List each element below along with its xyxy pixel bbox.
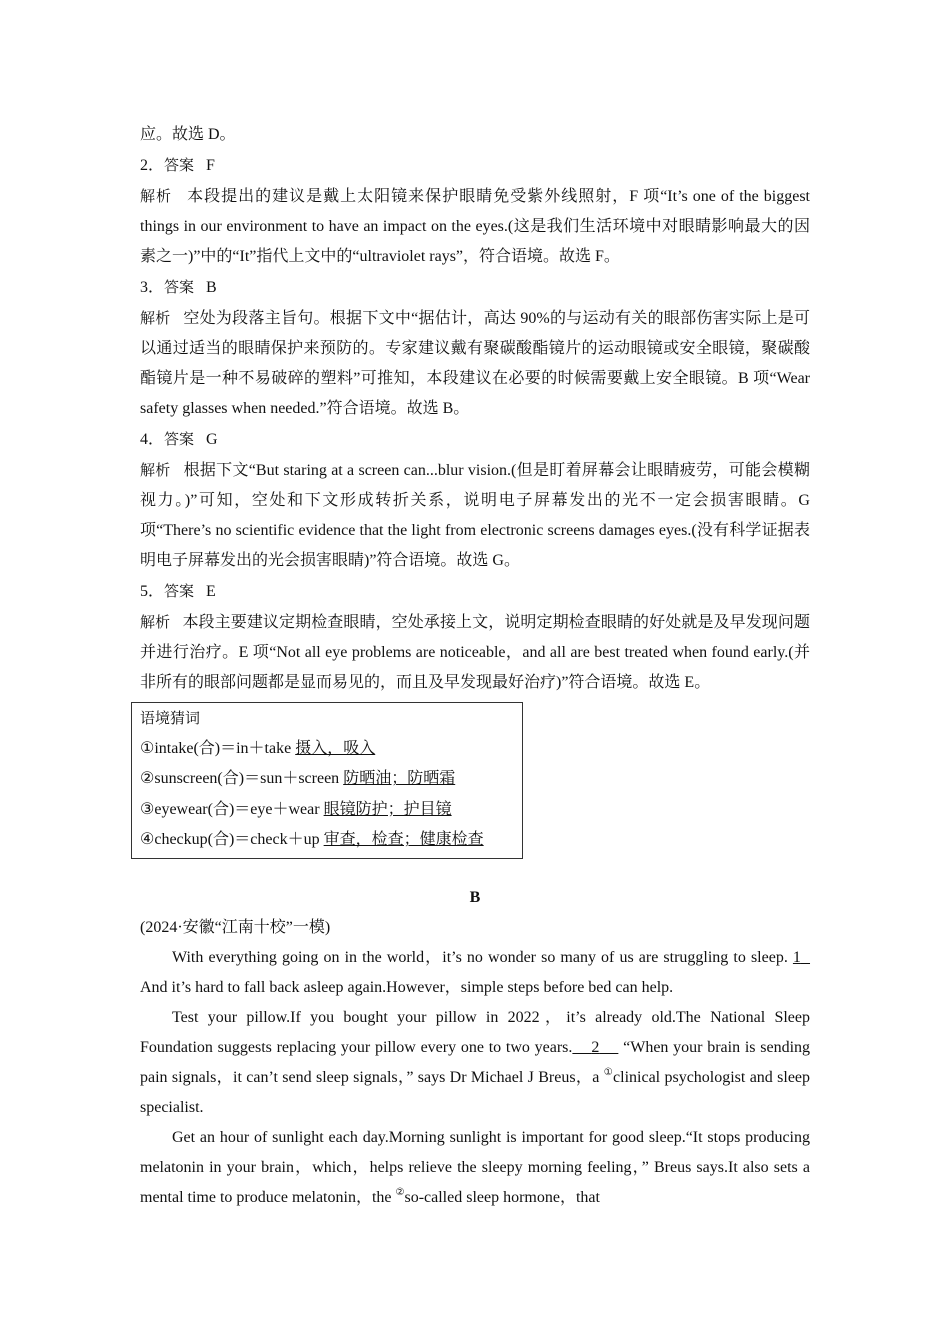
blank-2: 2 (591, 1038, 600, 1056)
vocab-row: ①intake(合)＝in＋take 摄入，吸入 (140, 739, 376, 757)
passage-paragraph-2: Test your pillow.If you bought your pillow in 2022，it’s already old.The National Sleep Foundation suggests replacing your pillow every one to two years. 2 “When your brain is sending pain signals，it can’t send sleep signals，” says Dr Michael J Breus，a ①clinical psychologist and sleep specialist. (140, 1008, 811, 1116)
vocab-meaning: 摄入，吸入 (295, 739, 376, 757)
answer-label: 答案 (164, 278, 195, 296)
passage-source: (2024·安徽“江南十校”一模) (140, 918, 331, 936)
explanation-label: 解析 (140, 613, 171, 631)
vocab-row: ②sunscreen(合)＝sun＋screen 防晒油；防晒霜 (140, 770, 456, 787)
explanation-2: 解析 本段提出的建议是戴上太阳镜来保护眼睛免受紫外线照射，F 项“It’s one of the biggest things in our environment to have an impact on the eyes.(这是我们生活环境中对眼睛影响最大的因素之一)”中的“It”指代上文中的“ultraviolet rays”，符合语境。故选 F。 (140, 187, 810, 265)
footnote-marker-2: ② (395, 1186, 405, 1198)
vocab-row: ④checkup(合)＝check＋up 审查，检查；健康检查 (140, 831, 484, 848)
vocab-meaning: 审查，检查；健康检查 (323, 831, 484, 848)
blank-1: 1 (792, 948, 801, 966)
section-heading: B (469, 888, 481, 906)
vocab-meaning: 眼镜防护；护目镜 (323, 800, 452, 818)
explanation-label: 解析 (140, 309, 171, 327)
explanation-label: 解析 (140, 461, 171, 479)
answer-line-3: 3．答案 B (140, 278, 217, 296)
answer-label: 答案 (164, 156, 195, 174)
answer-line-5: 5．答案 E (140, 582, 216, 600)
explanation-3: 解析 空处为段落主旨句。根据下文中“据估计，高达 90%的与运动有关的眼部伤害实际上是可以通过适当的眼睛保护来预防的。专家建议戴有聚碳酸酯镜片的运动眼镜或安全眼镜，聚碳酸酯镜片是一种不易破碎的塑料”可推知，本段建议在必要的时候需要戴上安全眼镜。B 项“Wear safety glasses when needed.”符合语境。故选 B。 (140, 309, 810, 417)
explanation-4: 解析 根据下文“But staring at a screen can...blur vision.(但是盯着屏幕会让眼睛疲劳，可能会模糊视力。)”可知，空处和下文形成转折关系，说明电子屏幕发出的光不一定会损害眼睛。G 项“There’s no scientific evidence that the light from electronic screens damages eyes.(没有科学证据表明电子屏幕发出的光会损害眼睛)”符合语境。故选 G。 (140, 461, 810, 569)
answer-line-2: 2．答案 F (140, 156, 215, 174)
answer-line-4: 4．答案 G (140, 430, 218, 448)
vocab-row: ③eyewear(合)＝eye＋wear 眼镜防护；护目镜 (140, 800, 452, 818)
continued-text: 应。故选 D。 (140, 126, 236, 143)
vocab-meaning: 防晒油；防晒霜 (343, 770, 456, 787)
document-content (140, 120, 810, 1213)
answer-label: 答案 (164, 582, 195, 600)
explanation-label: 解析 (140, 187, 173, 205)
explanation-5: 解析 本段主要建议定期检查眼睛，空处承接上文，说明定期检查眼睛的好处就是及早发现问题并进行治疗。E 项“Not all eye problems are noticeable，and all are best treated when found early.(并非所有的眼部问题都是显而易见的，而且及早发现最好治疗)”符合语境。故选 E。 (140, 613, 810, 691)
vocab-box (131, 702, 523, 859)
passage-paragraph-3: Get an hour of sunlight each day.Morning sunlight is important for good sleep.“It stops producing melatonin in your brain，which，helps relieve the sleepy morning feeling，” Breus says.It also sets a mental time to produce melatonin，the ②so-called sleep hormone，that (140, 1128, 810, 1206)
passage-paragraph-1: With everything going on in the world，it’s no wonder so many of us are struggling to sleep. 1 And it’s hard to fall back asleep again.However，simple steps before bed can help. (140, 943, 810, 1003)
answer-label: 答案 (164, 430, 195, 448)
footnote-marker-1: ① (603, 1066, 614, 1078)
vocab-title: 语境猜词 (140, 709, 201, 727)
